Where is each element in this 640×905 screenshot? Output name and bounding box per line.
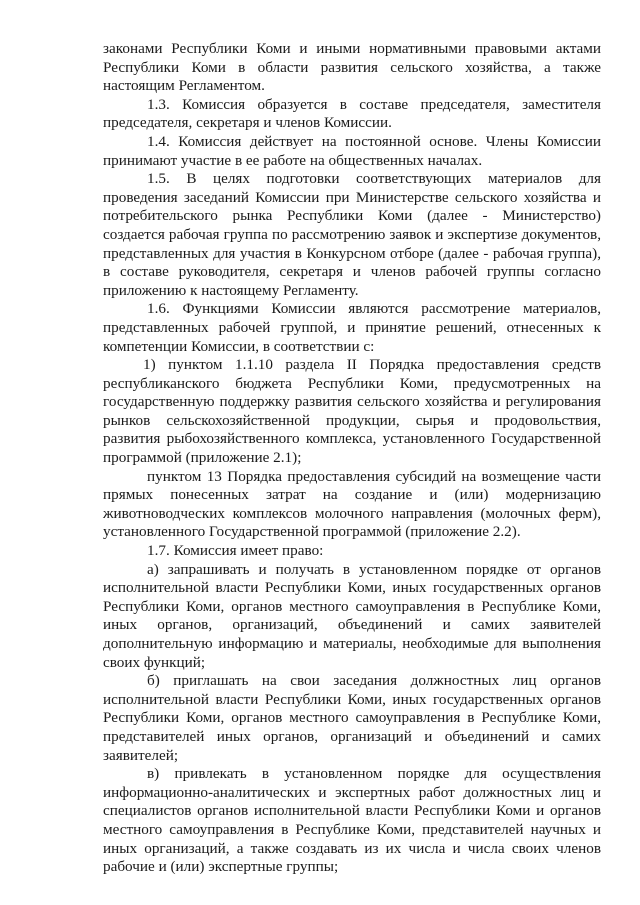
paragraph-1-2-continuation: законами Республики Коми и иными нормативными правовыми актами Республики Коми в области развития сельского хозяйства, а также настоящим Регламентом. — [103, 40, 601, 95]
paragraph-1-7: 1.7. Комиссия имеет право: — [147, 542, 324, 560]
paragraph-1-5: 1.5. В целях подготовки соответствующих материалов для проведения заседаний Комиссии при Министерстве сельского хозяйства и потребительского рынка Республики Коми (далее - Министерство) создается рабочая группа по рассмотрению заявок и экспертизе документов, представленных для участия в Конкурсном отборе (далее - рабочая группа), в составе руководителя, секретаря и членов рабочей группы согласно приложению к настоящему Регламенту. — [103, 170, 601, 299]
paragraph-1-3: 1.3. Комиссия образуется в составе председателя, заместителя председателя, секретаря и членов Комиссии. — [103, 95, 601, 132]
document-page — [103, 40, 601, 877]
list-item-1-7-b: б) приглашать на свои заседания должностных лиц органов исполнительной власти Республики Коми, иных государственных органов Республики Коми, органов местного самоуправления в Республике Коми, представителей иных органов, организаций и объединений и самих заявителей; — [103, 672, 601, 764]
paragraph-1-6: 1.6. Функциями Комиссии являются рассмотрение материалов, представленных рабочей группой, и принятие решений, отнесенных к компетенции Комиссии, в соответствии с: — [103, 300, 601, 355]
list-item-1-6-2: пунктом 13 Порядка предоставления субсидий на возмещение части прямых понесенных затрат на создание и (или) модернизацию животноводческих комплексов молочного направления (молочных ферм), установленного Государственной программой (приложение 2.2). — [103, 467, 601, 541]
list-item-1-6-1: 1) пунктом 1.1.10 раздела II Порядка предоставления средств республиканского бюджета Республики Коми, предусмотренных на государственную поддержку развития сельского хозяйства и регулирования рынков сельскохозяйственной продукции, сырья и продовольствия, развития рыбохозяйственного комплекса, установленного Государственной программой (приложение 2.1); — [103, 356, 601, 467]
list-item-1-7-v: в) привлекать в установленном порядке для осуществления информационно-аналитических и экспертных работ должностных лиц и специалистов органов исполнительной власти Республики Коми и органов местного самоуправления в Республике Коми, представителей научных и иных организаций, а также создавать из их числа и числа своих членов рабочие и (или) экспертные группы; — [103, 765, 601, 876]
list-item-1-7-a: а) запрашивать и получать в установленном порядке от органов исполнительной власти Республики Коми, иных государственных органов Республики Коми, органов местного самоуправления в Республике Коми, иных органов, организаций, объединений и самих заявителей дополнительную информацию и материалы, необходимые для выполнения своих функций; — [103, 560, 601, 671]
paragraph-1-4: 1.4. Комиссия действует на постоянной основе. Члены Комиссии принимают участие в ее работе на общественных началах. — [103, 132, 601, 169]
